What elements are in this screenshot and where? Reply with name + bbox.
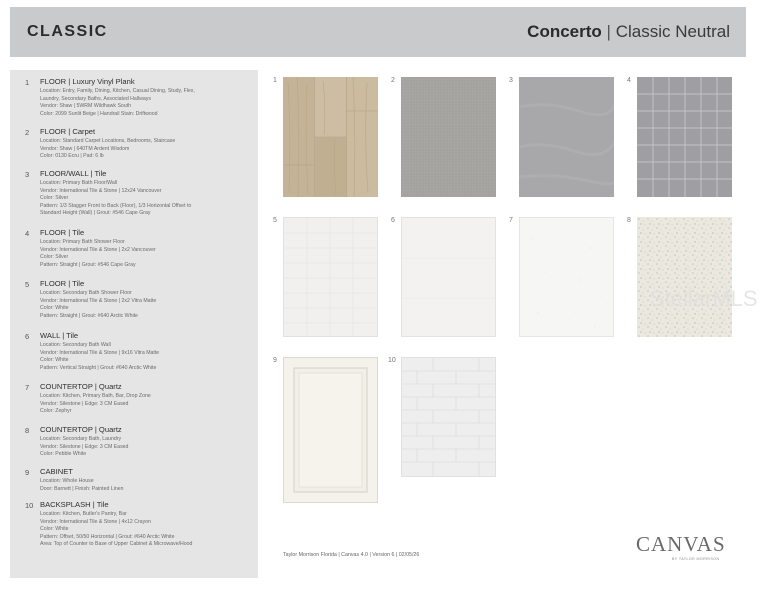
swatch-shower-floor-tile (637, 77, 732, 197)
logo-wordmark: CANVAS (636, 532, 726, 556)
spec-detail: Color: White (40, 305, 69, 311)
header-bar (10, 7, 746, 57)
spec-detail: Vendor: Silestone | Edge: 3 CM Eased (40, 443, 129, 450)
spec-number: 8 (25, 426, 30, 435)
spec-detail: Vendor: International Tile & Stone | 2x2 Vitra Matte (40, 297, 157, 304)
swatch-secondary-wall-tile (401, 217, 496, 337)
spec-detail: Laundry, Secondary Baths, Associated Hallways (40, 95, 151, 102)
spec-detail: Color: Pebble White (40, 451, 87, 457)
canvas-logo (636, 529, 732, 565)
spec-detail: Color: White (40, 357, 69, 363)
spec-title: FLOOR | Tile (40, 228, 85, 237)
swatch-number: 1 (273, 77, 277, 84)
spec-detail: Vendor: International Tile & Stone | 9x16 Vitra Matte (40, 349, 160, 356)
spec-title: FLOOR | Luxury Vinyl Plank (40, 77, 135, 86)
spec-detail: Area: Top of Counter to Base of Upper Cabinet & Microwave/Hood (40, 541, 193, 547)
collection-title: CLASSIC (27, 23, 108, 40)
spec-detail: Pattern: Straight | Grout: #546 Cape Gray (40, 261, 136, 268)
spec-title: FLOOR | Carpet (40, 127, 96, 136)
spec-number: 7 (25, 383, 30, 392)
swatch-carpet (401, 77, 496, 197)
spec-number: 2 (25, 128, 30, 137)
spec-detail: Color: 0130 Ecru | Pad: 6 lb (40, 153, 104, 159)
spec-detail: Location: Secondary Bath Wall (40, 342, 111, 348)
swatch-number: 2 (391, 77, 395, 84)
spec-detail: Location: Primary Bath Shower Floor (40, 239, 125, 245)
swatch-number: 7 (509, 217, 513, 224)
spec-detail: Color: Zephyr (40, 408, 72, 414)
spec-detail: Pattern: 1/3 Stagger Front to Back (Floor), 1/3 Horizontal Offset to (40, 202, 192, 209)
swatch-secondary-shower-floor-tile (283, 217, 378, 337)
logo-tagline: BY TAYLOR MORRISON (672, 557, 720, 561)
spec-detail: Location: Primary Bath Floor/Wall (40, 180, 118, 186)
watermark: StellarMLS (650, 286, 758, 311)
spec-number: 4 (25, 229, 30, 238)
spec-detail: Door: Barnett | Finish: Painted Linen (40, 485, 124, 492)
footer-text: Taylor Morrison Florida | Canvas 4.0 | Version 6 | 02/05/26 (283, 552, 420, 558)
swatch-number: 8 (627, 217, 631, 224)
spec-detail: Pattern: Offset, 50/50 Horizontal | Grout: #640 Arctic White (40, 533, 175, 540)
spec-number: 5 (25, 280, 30, 289)
spec-title: COUNTERTOP | Quartz (40, 425, 122, 434)
spec-detail: Color: White (40, 526, 69, 532)
swatch-number: 6 (391, 217, 395, 224)
scheme-separator: | (606, 22, 611, 41)
spec-detail: Pattern: Vertical Straight | Grout: #640 Arctic White (40, 364, 157, 371)
swatch-backsplash-tile (401, 357, 496, 477)
spec-detail: Location: Secondary Bath, Laundry (40, 436, 122, 442)
swatch-quartz-zephyr (519, 217, 614, 337)
spec-detail: Color: Silver (40, 254, 69, 260)
spec-number: 9 (25, 468, 30, 477)
spec-detail: Location: Kitchen, Butler's Pantry, Bar (40, 511, 127, 517)
spec-detail: Vendor: Silestone | Edge: 3 CM Eased (40, 400, 129, 407)
spec-number: 3 (25, 170, 30, 179)
spec-detail: Location: Kitchen, Primary Bath, Bar, Drop Zone (40, 393, 151, 399)
spec-title: COUNTERTOP | Quartz (40, 382, 122, 391)
swatch-number: 5 (273, 217, 277, 224)
spec-detail: Vendor: International Tile & Stone | 12x24 Vancouver (40, 187, 162, 194)
spec-number: 10 (25, 501, 34, 510)
spec-detail: Location: Standard Carpet Locations, Bedrooms, Staircase (40, 138, 176, 144)
spec-detail: Vendor: International Tile & Stone | 4x12 Crayon (40, 518, 151, 525)
spec-title: FLOOR | Tile (40, 279, 85, 288)
swatch-primary-bath-tile (519, 77, 614, 197)
scheme-title (527, 22, 730, 42)
spec-number: 1 (25, 78, 30, 87)
spec-detail: Vendor: Shaw | 640TM Ardent Wisdom (40, 145, 130, 152)
spec-detail: Color: 2099 Sunlit Beige | Handrail Stain: Driftwood (40, 110, 158, 117)
spec-number: 6 (25, 332, 30, 341)
spec-title: CABINET (40, 467, 73, 476)
scheme-name: Concerto (527, 22, 602, 41)
swatch-number: 4 (627, 77, 631, 84)
swatch-number: 9 (273, 357, 277, 364)
spec-detail: Color: Silver (40, 195, 69, 201)
spec-detail: Location: Whole House (40, 478, 94, 484)
spec-title: FLOOR/WALL | Tile (40, 169, 107, 178)
swatch-quartz-pebble-white (637, 217, 732, 337)
spec-detail: Vendor: Shaw | 5WRM Wildhawk South (40, 103, 132, 109)
spec-detail: Vendor: International Tile & Stone | 2x2 Vancouver (40, 246, 156, 253)
swatch-number: 10 (388, 357, 396, 364)
spec-detail: Standard Height (Wall) | Grout: #546 Cape Gray (40, 210, 151, 216)
spec-detail: Pattern: Straight | Grout: #640 Arctic White (40, 312, 138, 319)
swatch-luxury-vinyl-plank (283, 77, 378, 197)
swatch-number: 3 (509, 77, 513, 84)
scheme-subtitle: Classic Neutral (615, 22, 730, 41)
spec-detail: Location: Secondary Bath Shower Floor (40, 290, 132, 296)
spec-title: WALL | Tile (40, 331, 79, 340)
spec-detail: Location: Entry, Family, Dining, Kitchen, Casual Dining, Study, Flex, (40, 88, 195, 94)
spec-list (10, 70, 258, 578)
swatch-cabinet-door (283, 357, 378, 503)
spec-title: BACKSPLASH | Tile (40, 500, 109, 509)
